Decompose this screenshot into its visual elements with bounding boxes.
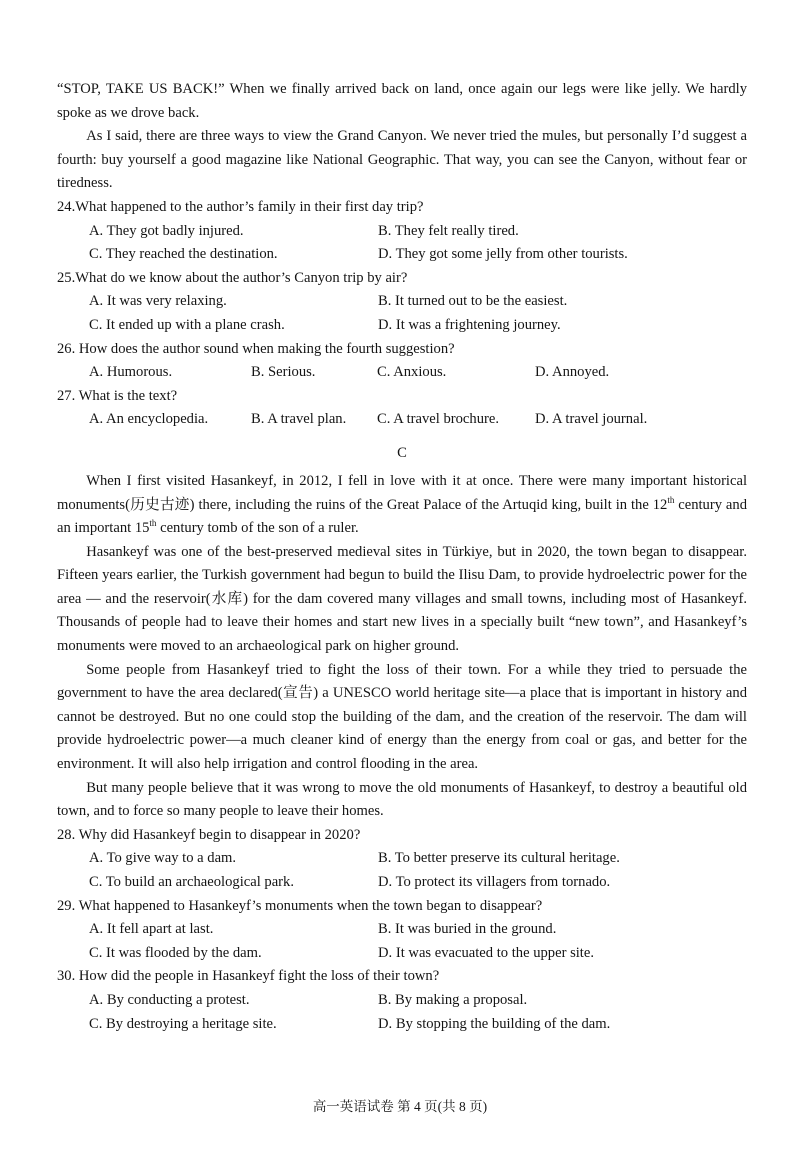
option-d: D. A travel journal. — [535, 411, 648, 428]
question-27 — [57, 385, 747, 432]
passage-paragraph: When I first visited Hasankeyf, in 2012, I fell in love with it at once. There were many important historical monuments(历史古迹) there, including the ruins of the Great Palace of the Artuqid king, built in the 12th century and an important 15th century tomb of the son of a ruler. — [57, 472, 747, 537]
option-c: C. To build an archaeological park. — [89, 874, 294, 890]
question-stem: 29. What happened to Hasankeyf’s monuments when the town began to disappear? — [57, 897, 543, 914]
option-a: A. It fell apart at last. — [89, 921, 214, 938]
question-stem: 30. How did the people in Hasankeyf fight the loss of their town? — [57, 968, 440, 985]
option-d: D. By stopping the building of the dam. — [378, 1015, 611, 1032]
question-30 — [57, 965, 747, 1036]
passage-paragraph: But many people believe that it was wrong to move the old monuments of Hasankeyf, to destroy a beautiful old town, and to force so many people to leave their homes. — [57, 779, 747, 820]
question-stem: 28. Why did Hasankeyf begin to disappear in 2020? — [57, 826, 361, 843]
option-b: B. By making a proposal. — [378, 991, 528, 1008]
question-29 — [57, 895, 747, 966]
option-b: B. To better preserve its cultural heritage. — [378, 850, 620, 867]
answer-options — [89, 408, 747, 432]
option-d: D. They got some jelly from other tourists. — [378, 246, 628, 263]
page-footer: 高一英语试卷 第 4 页(共 8 页) — [312, 1099, 488, 1114]
answer-options — [89, 220, 747, 267]
question-stem: 24.What happened to the author’s family in their first day trip? — [57, 198, 424, 215]
option-c: C. It ended up with a plane crash. — [89, 316, 285, 333]
passage-c — [57, 470, 747, 824]
answer-options — [89, 989, 747, 1036]
question-stem: 26. How does the author sound when making the fourth suggestion? — [57, 340, 455, 357]
answer-options — [89, 918, 747, 965]
option-c: C. Anxious. — [377, 364, 447, 381]
question-stem: 25.What do we know about the author’s Canyon trip by air? — [57, 269, 408, 286]
passage-paragraph: “STOP, TAKE US BACK!” When we finally arrived back on land, once again our legs were like jelly. We hardly spoke as we drove back. — [57, 81, 747, 121]
option-b: B. It was buried in the ground. — [378, 921, 557, 938]
option-a: A. It was very relaxing. — [89, 293, 227, 310]
option-a: A. To give way to a dam. — [89, 850, 237, 867]
option-a: A. By conducting a protest. — [89, 991, 250, 1008]
answer-options — [89, 361, 747, 385]
option-b: B. A travel plan. — [251, 411, 347, 428]
question-25 — [57, 267, 747, 338]
option-a: A. They got badly injured. — [89, 222, 244, 239]
question-26 — [57, 338, 747, 385]
exam-page — [57, 78, 747, 1036]
section-heading: C — [397, 444, 407, 461]
passage-paragraph: As I said, there are three ways to view the Grand Canyon. We never tried the mules, but personally I’d suggest a fourth: buy yourself a good magazine like National Geographic. That way, you can see the Canyon, without fear or tiredness. — [57, 128, 747, 192]
option-d: D. To protect its villagers from tornado. — [378, 874, 611, 890]
passage-paragraph: Some people from Hasankeyf tried to fight the loss of their town. For a while they tried to persuade the government to have the area declared(宣告) a UNESCO world heritage site—a place that is important in history and cannot be destroyed. But no one could stop the building of the dam, and the creation of the reservoir. The dam will provide hydroelectric power—a much cleaner kind of energy than the energy from coal or gas, and better for the environment. It will also help irrigation and control flooding in the area. — [57, 661, 747, 773]
option-b: B. Serious. — [251, 364, 316, 381]
option-b: B. It turned out to be the easiest. — [378, 293, 568, 310]
option-c: C. By destroying a heritage site. — [89, 1015, 277, 1032]
question-stem: 27. What is the text? — [57, 387, 178, 404]
passage-paragraph: Hasankeyf was one of the best-preserved medieval sites in Türkiye, but in 2020, the town began to disappear. Fifteen years earlier, the Turkish government had begun to build the Ilisu Dam, to provide hydroelectric power for the area — and the reservoir(水库) for the dam covered many villages and small towns, including most of Hasankeyf. Thousands of people had to leave their homes and start new lives in a specially built “new town”, and Hasankeyf’s monuments were moved to an archaeological park on higher ground. — [57, 543, 747, 655]
answer-options — [89, 290, 747, 337]
option-a: A. An encyclopedia. — [89, 411, 209, 428]
option-d: D. It was a frightening journey. — [378, 316, 561, 333]
option-c: C. A travel brochure. — [377, 411, 499, 428]
option-a: A. Humorous. — [89, 364, 173, 381]
question-28 — [57, 824, 747, 895]
answer-options — [89, 847, 747, 894]
option-c: C. It was flooded by the dam. — [89, 944, 262, 961]
option-c: C. They reached the destination. — [89, 246, 278, 263]
question-24 — [57, 196, 747, 267]
option-b: B. They felt really tired. — [378, 222, 519, 239]
option-d: D. Annoyed. — [535, 364, 610, 381]
option-d: D. It was evacuated to the upper site. — [378, 944, 594, 961]
